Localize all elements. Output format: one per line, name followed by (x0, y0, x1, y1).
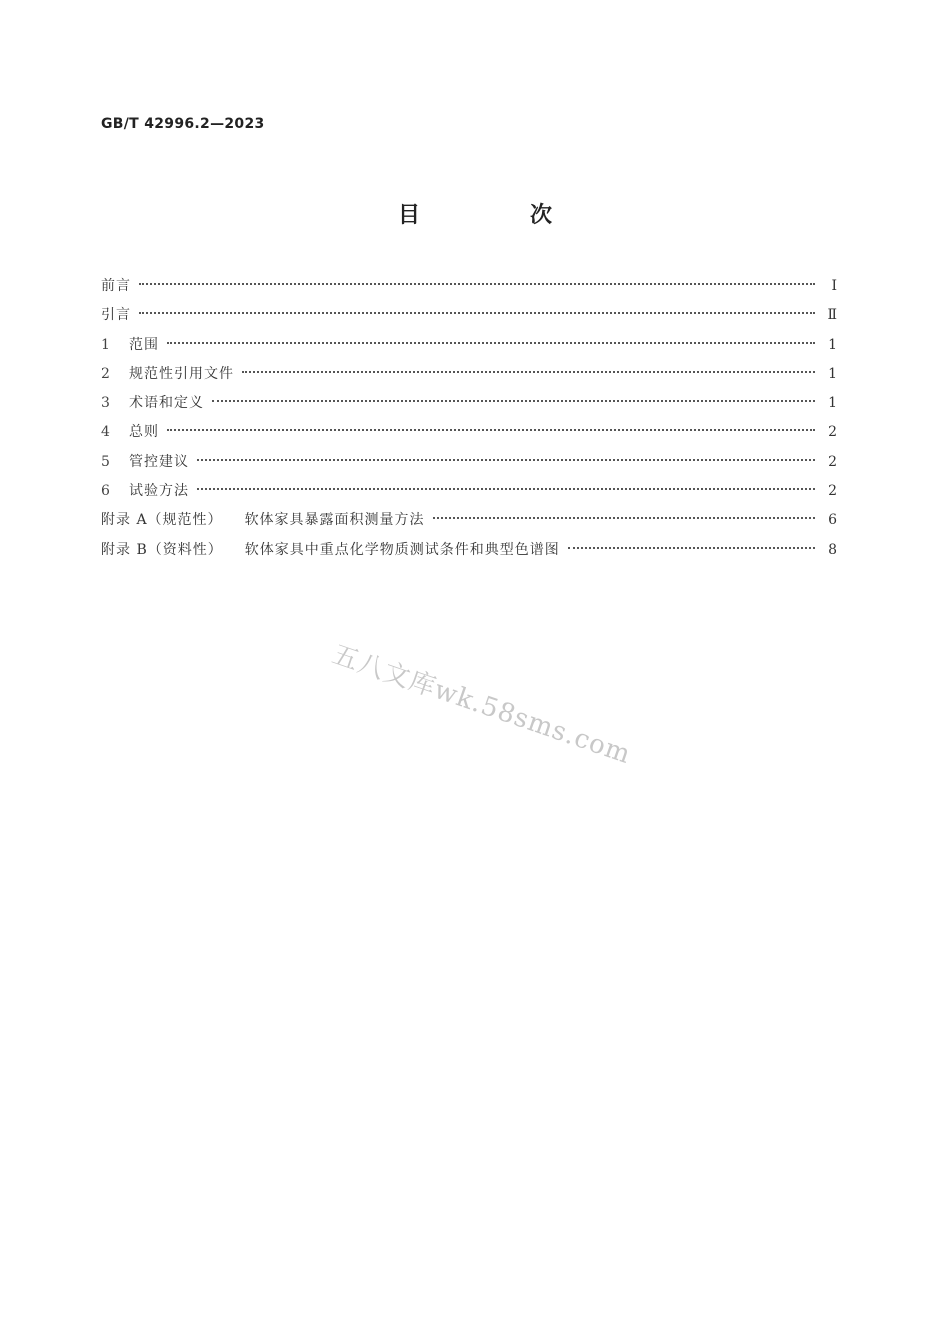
toc-entry-test-methods[interactable] (101, 481, 837, 510)
toc-entry-number: 4 (101, 424, 110, 441)
toc-entry-label: 规范性引用文件 (129, 365, 234, 382)
toc-dot-leader (197, 488, 815, 490)
toc-entry-general[interactable] (101, 422, 837, 451)
toc-entry-label: 引言 (101, 307, 131, 324)
toc-entry-normative-references[interactable] (101, 364, 837, 393)
toc-dot-leader (167, 429, 815, 431)
toc-entry-label: 管控建议 (129, 453, 189, 470)
watermark-text: 五八文库wk.58sms.com (328, 639, 635, 771)
toc-entry-label: 总则 (129, 424, 159, 441)
toc-dot-leader (167, 342, 815, 344)
toc-entry-control-recommendations[interactable] (101, 452, 837, 481)
toc-entry-introduction[interactable] (101, 305, 837, 334)
toc-dot-leader (197, 459, 815, 461)
toc-entry-foreword[interactable] (101, 276, 837, 305)
toc-dot-leader (433, 517, 815, 519)
toc-dot-leader (212, 400, 815, 402)
toc-entry-number: 6 (101, 483, 110, 500)
toc-page-number: 2 (828, 424, 837, 441)
toc-dot-leader (139, 312, 815, 314)
table-of-contents (101, 276, 837, 569)
standard-identifier: GB/T 42996.2—2023 (101, 116, 265, 132)
toc-entry-scope[interactable] (101, 335, 837, 364)
toc-entry-number: 1 (101, 336, 110, 353)
toc-entry-label: 前言 (101, 278, 131, 294)
toc-heading: 目 次 (397, 203, 596, 228)
toc-page-number: 1 (828, 336, 837, 353)
toc-page-number: 6 (828, 512, 837, 529)
toc-entry-number: 2 (101, 365, 110, 382)
toc-page-number: Ⅰ (831, 278, 837, 294)
toc-annex-title: 软体家具中重点化学物质测试条件和典型色谱图 (244, 541, 560, 558)
toc-entry-number: 5 (101, 453, 110, 470)
toc-page-number: 8 (828, 541, 837, 558)
toc-entry-label: 范围 (129, 336, 159, 353)
toc-entry-label: 术语和定义 (129, 395, 204, 412)
toc-dot-leader (568, 547, 815, 549)
toc-page-number: 1 (828, 395, 837, 412)
toc-entry-annex-a[interactable] (101, 510, 837, 539)
toc-page-number: 1 (828, 365, 837, 382)
toc-entry-annex-b[interactable] (101, 540, 837, 569)
toc-page-number: 2 (828, 483, 837, 500)
toc-annex-label: 附录 A（规范性） (101, 512, 223, 529)
toc-annex-title: 软体家具暴露面积测量方法 (244, 512, 425, 529)
toc-dot-leader (139, 283, 815, 285)
toc-annex-label: 附录 B（资料性） (101, 541, 223, 558)
toc-entry-number: 3 (101, 395, 110, 412)
toc-entry-terms-definitions[interactable] (101, 393, 837, 422)
toc-page-number: Ⅱ (827, 307, 837, 324)
toc-page-number: 2 (828, 453, 837, 470)
toc-entry-label: 试验方法 (129, 483, 189, 500)
toc-dot-leader (242, 371, 815, 373)
